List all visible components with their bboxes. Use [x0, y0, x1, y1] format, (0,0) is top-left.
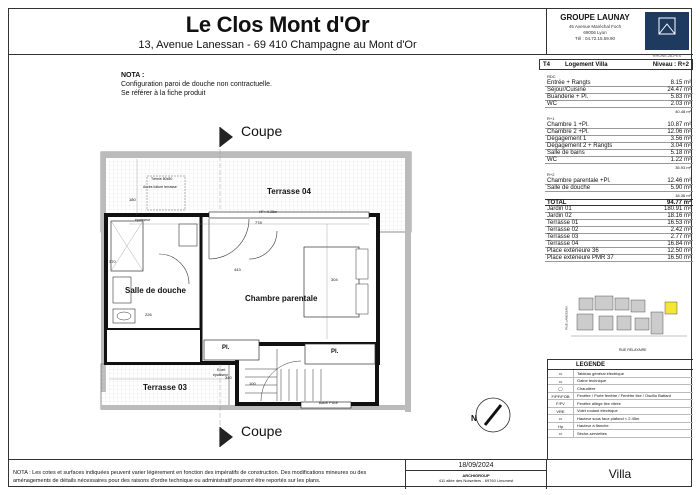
legend-item: F/FV Fenêtre allège fixe vitrée [548, 400, 693, 408]
legend-symbol: Hp [548, 423, 574, 430]
note-line2: Se référer à la fiche produit [121, 90, 206, 97]
label-tremie: Trémie 80x80 [151, 177, 173, 181]
table-row: Jardin 01 180.91 m² [547, 206, 691, 212]
label-placard-1: Pl. [222, 345, 230, 351]
legend-symbol: ▭ [548, 415, 574, 422]
bed [304, 247, 359, 317]
table-col-type: T4 [543, 61, 551, 68]
section-label-bottom: Coupe [241, 423, 283, 439]
note-line1: Configuration paroi de douche non contractuelle. [121, 81, 272, 88]
plan-sheet [8, 8, 692, 487]
dim-778: 778 [255, 220, 262, 225]
legend-symbol: ◯ [548, 385, 574, 392]
brand-phone: Tél : 04.72.15.59.90 [574, 36, 616, 41]
label-placard-2: Pl. [331, 349, 339, 355]
label-chambre-parentale: Chambre parentale [245, 294, 318, 303]
section-label-top: Coupe [241, 123, 283, 139]
cupboard-1 [204, 340, 259, 360]
legend-symbol: VRE [548, 408, 574, 415]
label-hf: HF= H.25m [259, 210, 277, 214]
legend-item: ◯ Chaudière [548, 385, 693, 393]
label-acces: Accès toiture terrasse [143, 185, 177, 189]
legend-symbol: ▭ [548, 370, 574, 377]
legend [547, 359, 693, 459]
table-row: Jardin 02 18.16 m² [547, 213, 691, 219]
hatched-zone [106, 329, 201, 363]
table-row: Chambre parentale +Pl. 12.46 m² [547, 178, 691, 184]
section-r1: R+1 [547, 116, 555, 121]
site-plan-thumbnail [564, 292, 693, 352]
logo-caption: RHÔNE-ALPES [652, 53, 682, 58]
table-row: WC 2.03 m² [547, 101, 691, 107]
table-row: Salle de bains 5.18 m² [547, 150, 691, 156]
architect-name: ARCHIGROUP [462, 473, 490, 478]
site-plan-side: RUE LANESSAN [564, 306, 569, 330]
label-ecart-1: Ecart [139, 213, 148, 217]
legend-item: ▭ Sèche-serviettes [548, 430, 693, 438]
dim-180: 180 [129, 197, 136, 202]
footer [9, 459, 693, 488]
dwelling-type: Villa [608, 467, 632, 481]
table-col-logement: Logement Villa [565, 61, 608, 68]
table-row: WC 1.22 m² [547, 157, 691, 163]
table-row: Terrasse 03 2.77 m² [547, 234, 691, 240]
legend-item: F/PF/FOB Fenêtre / Porte fenêtre / Fenêtre fixe / Oscillo Battant [548, 393, 693, 401]
legend-symbol: ▭ [548, 378, 574, 385]
table-row: Séjour/Cuisine 24.47 m² [547, 87, 691, 93]
table-row: Dégagement 1 3.56 m² [547, 136, 691, 142]
label-epaisseur-1: épaisseur [135, 218, 151, 222]
brand-block [547, 9, 693, 58]
legend-item: VRE Volet roulant électrique [548, 408, 693, 416]
table-header [539, 59, 693, 70]
dim-226: 226 [145, 312, 152, 317]
basin [113, 309, 135, 323]
architect-address: 411 allée des Noisetiers - 69760 Limonest [438, 478, 514, 483]
table-row: Salle de douche 5.90 m² [547, 185, 691, 191]
north-arrow-icon [476, 398, 510, 432]
subtotal-r2: 18.36 m² [675, 193, 691, 198]
subtotal-rdc: 40.48 m² [675, 109, 691, 114]
legend-item: ▭ Hauteur sous faux plafond < 2.45m [548, 415, 693, 423]
label-epaisseur-2: épaisseur [213, 373, 229, 377]
site-plan-caption: RUE RELAYAIRE [619, 348, 647, 352]
logo-mark-icon [645, 12, 689, 42]
brand-name: GROUPE LAUNAY [560, 13, 630, 22]
brand-addr1: 45 Avenue Maréchal Foch [568, 24, 622, 29]
total-row: TOTAL 94.77 m² [547, 200, 691, 206]
table-col-niveau: Niveau : R+2 [652, 61, 689, 68]
legend-symbol: F/FV [548, 400, 574, 407]
parapet-top [101, 152, 411, 158]
pillow-2 [356, 284, 368, 314]
site-plan-icon [569, 292, 693, 348]
legend-item: ▭ Gaine technique [548, 378, 693, 386]
pillow-1 [356, 249, 368, 279]
dim-340: 340 [225, 375, 232, 380]
project-title: Le Clos Mont d'Or [185, 12, 370, 37]
project-address: 13, Avenue Lanessan - 69 410 Champagne au Mont d'Or [138, 39, 417, 51]
table-row: Place extérieure 36 12.50 m² [547, 248, 691, 254]
table-row: Chambre 2 +Pl. 12.06 m² [547, 129, 691, 135]
legend-item: ▭ Tableau général électrique [548, 370, 693, 378]
table-row: Terrasse 01 16.53 m² [547, 220, 691, 226]
table-row: Dégagement 2 + Rangts 3.04 m² [547, 143, 691, 149]
brand-address [551, 24, 639, 42]
legend-symbol: ▭ [548, 430, 574, 437]
dim-304: 304 [331, 277, 338, 282]
table-row: Chambre 1 +Pl. 10.87 m² [547, 122, 691, 128]
table-row: Entrée + Rangts 8.15 m² [547, 80, 691, 86]
dim-left: 370 [109, 259, 116, 264]
table-row: Terrasse 02 2.42 m² [547, 227, 691, 233]
table-row: Place extérieure PMR 37 16.50 m² [547, 255, 691, 261]
table-row: Buanderie + Pl. 5.83 m² [547, 94, 691, 100]
parapet-right [405, 152, 411, 412]
brand-logo [645, 12, 689, 58]
section-rdc: RDC [547, 74, 556, 79]
brand-addr2: 69006 Lyon [583, 30, 607, 35]
window-top [209, 212, 369, 218]
footer-date-block [405, 460, 547, 489]
label-baie-fixe: BAIE FIXE [319, 400, 339, 405]
footer-note: NOTA : Les cotes et surfaces indiquées peuvent varier légèrement en fonction des impératifs de construction. Des modifications mineures ou des aménagements de détails nécessaires pour des raisons d'ordre technique ou administratif pourront être reportés sur les plans. [13, 470, 367, 484]
north-label: N [471, 414, 477, 423]
legend-title: LEGENDE [548, 360, 693, 370]
plan-date: 18/09/2024 [406, 460, 546, 471]
dim-443: 443 [234, 267, 241, 272]
table-row: Terrasse 04 16.84 m² [547, 241, 691, 247]
label-terrasse-03: Terrasse 03 [143, 383, 187, 392]
legend-item: Hp Hauteur à flanche [548, 423, 693, 431]
label-ecart-2: Ecart [217, 368, 226, 372]
cupboard-2 [305, 344, 375, 364]
dim-100: 100 [249, 381, 256, 386]
surface-table [539, 59, 693, 262]
subtotal-r1: 35.93 m² [675, 165, 691, 170]
towel-dryer [179, 224, 197, 246]
legend-symbol: F/PF/FOB [548, 393, 574, 400]
section-r2: R+2 [547, 172, 555, 177]
note-title: NOTA : [121, 72, 145, 79]
floor-plan [9, 9, 539, 459]
label-salle-de-douche: Salle de douche [125, 286, 186, 295]
label-terrasse-04: Terrasse 04 [267, 187, 311, 196]
